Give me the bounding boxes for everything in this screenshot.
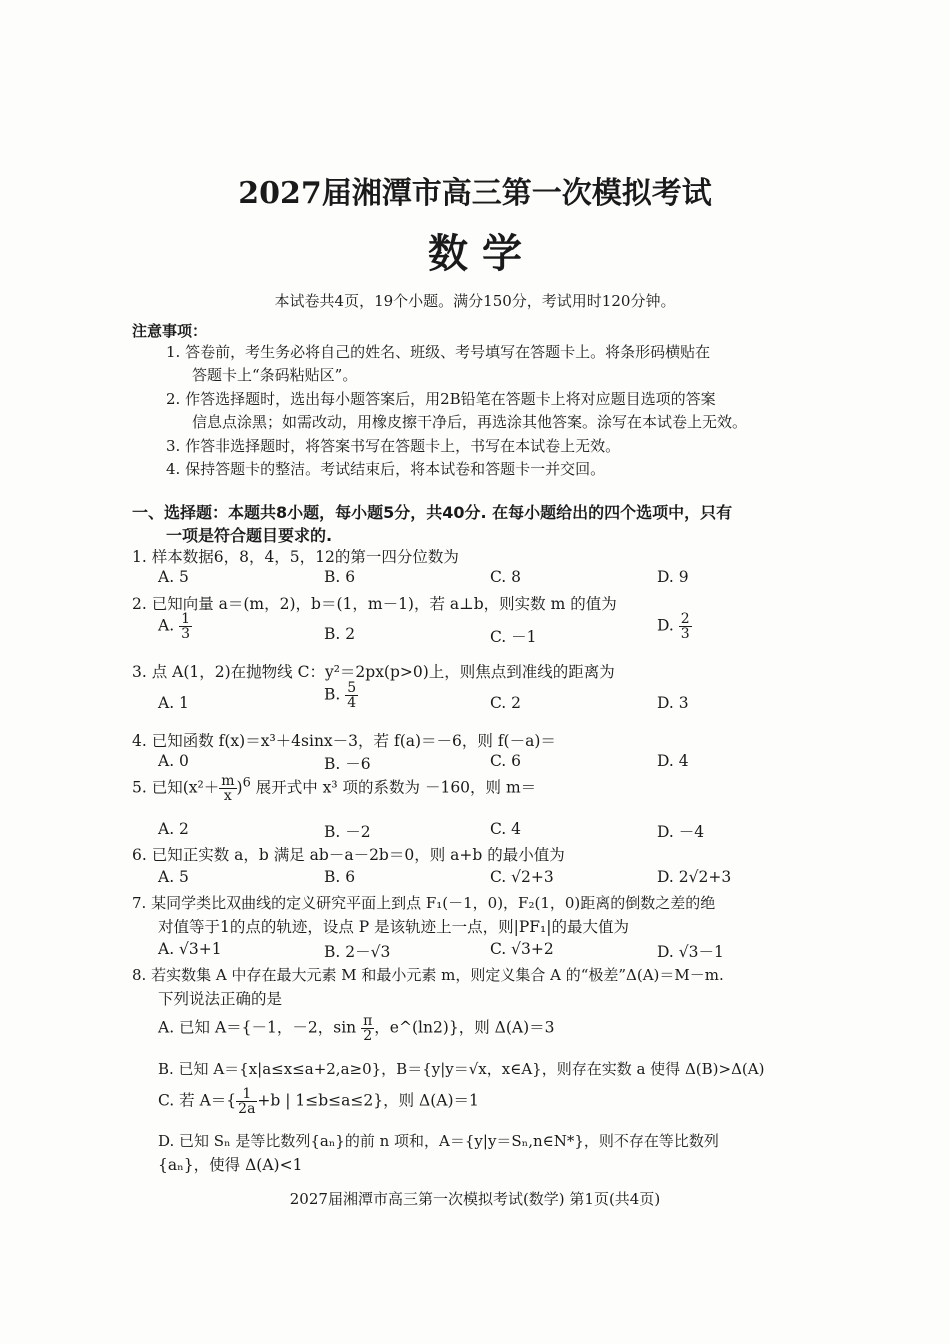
section-heading-cont: 一项是符合题目要求的. bbox=[166, 526, 333, 545]
denominator: 3 bbox=[181, 626, 190, 642]
option-b: B. 6 bbox=[324, 868, 356, 886]
question-stem: 8. 若实数集 A 中存在最大元素 M 和最小元素 m，则定义集合 A 的“极差”Δ(A)＝M－m. bbox=[132, 966, 724, 984]
expr-open: (x²＋ bbox=[182, 778, 220, 797]
numerator: m bbox=[221, 773, 235, 789]
option-b: B. 6 bbox=[324, 568, 356, 586]
option-a: A. 0 bbox=[158, 752, 189, 770]
question-stem: 1. 样本数据6，8，4，5，12的第一四分位数为 bbox=[132, 548, 459, 566]
option-d: D. 2√2+3 bbox=[657, 868, 732, 886]
denominator: 2 bbox=[363, 1028, 373, 1044]
question-stem bbox=[132, 774, 536, 803]
option-d: D. 4 bbox=[657, 752, 689, 770]
option-c: C. －1 bbox=[490, 628, 537, 646]
question-stem: 4. 已知函数 f(x)＝x³＋4sinx－3，若 f(a)＝－6，则 f(－a)＝ bbox=[132, 732, 556, 750]
option-d: D. 9 bbox=[657, 568, 689, 586]
question-stem-cont: 对值等于1的点的轨迹，设点 P 是该轨迹上一点，则|PF₁|的最大值为 bbox=[158, 918, 629, 936]
numerator: 5 bbox=[347, 680, 357, 696]
option-a bbox=[158, 612, 192, 641]
numerator: 1 bbox=[181, 611, 190, 627]
option-b bbox=[324, 681, 358, 710]
fraction bbox=[219, 774, 236, 803]
notice-line: 4. 保持答题卡的整洁。考试结束后，将本试卷和答题卡一并交回。 bbox=[166, 460, 606, 478]
option-c: C. 2 bbox=[490, 694, 522, 712]
numerator: 1 bbox=[236, 1087, 257, 1102]
fraction bbox=[345, 681, 358, 710]
fraction bbox=[679, 612, 692, 641]
option-b: B. －2 bbox=[324, 823, 371, 841]
denominator: x bbox=[223, 788, 232, 804]
option-d: D. √3－1 bbox=[657, 943, 724, 961]
option-c: C. 4 bbox=[490, 820, 522, 838]
section-heading: 一、选择题：本题共8小题，每小题5分，共40分. 在每小题给出的四个选项中，只有 bbox=[132, 503, 733, 522]
question-stem-cont: 下列说法正确的是 bbox=[158, 990, 283, 1008]
notice-line: 3. 作答非选择题时，将答案书写在答题卡上，书写在本试卷上无效。 bbox=[166, 437, 621, 455]
option-a-prefix: A. 已知 A＝{－1，－2，sin bbox=[158, 1018, 357, 1037]
notice-line: 答题卡上“条码粘贴区”。 bbox=[192, 366, 358, 384]
option-a-suffix: ，e^(ln2)}，则 Δ(A)＝3 bbox=[374, 1018, 555, 1037]
subject-title: 数 学 bbox=[428, 230, 522, 277]
option-b: B. 2－√3 bbox=[324, 943, 391, 961]
option-d bbox=[657, 612, 692, 641]
option-a: A. 1 bbox=[158, 694, 189, 712]
option-d-cont: {aₙ}，使得 Δ(A)<1 bbox=[158, 1156, 303, 1174]
option-b: B. 2 bbox=[324, 625, 356, 643]
option-c: C. √2+3 bbox=[490, 868, 554, 886]
fraction bbox=[361, 1014, 374, 1043]
notice-line: 1. 答卷前，考生务必将自己的姓名、班级、考号填写在答题卡上。将条形码横贴在 bbox=[166, 343, 711, 361]
option-c: C. 6 bbox=[490, 752, 522, 770]
option-label: D. bbox=[657, 616, 674, 635]
option-c-prefix: C. 若 A＝{ bbox=[158, 1091, 237, 1110]
question-stem: 2. 已知向量 a＝(m，2)，b＝(1，m－1)，若 a⊥b，则实数 m 的值为 bbox=[132, 595, 617, 613]
denominator: 3 bbox=[680, 626, 690, 642]
notice-heading: 注意事项： bbox=[132, 322, 208, 340]
stem-prefix: 5. 已知 bbox=[132, 778, 183, 797]
option-a: A. 2 bbox=[158, 820, 189, 838]
fraction bbox=[179, 612, 192, 641]
denominator: 4 bbox=[347, 695, 357, 711]
option-b: B. 已知 A＝{x|a≤x≤a+2,a≥0}，B＝{y|y＝√x，x∈A}，则存在实数 a 使得 Δ(B)>Δ(A) bbox=[158, 1060, 765, 1078]
numerator: 2 bbox=[680, 611, 690, 627]
option-d: D. 3 bbox=[657, 694, 689, 712]
numerator: π bbox=[363, 1013, 373, 1029]
option-c: C. 8 bbox=[490, 568, 522, 586]
denominator: 2a bbox=[238, 1101, 256, 1117]
option-c: C. √3+2 bbox=[490, 940, 554, 958]
notice-line: 2. 作答选择题时，选出每小题答案后，用2B铅笔在答题卡上将对应题目选项的答案 bbox=[166, 390, 716, 408]
exam-title: 2027届湘潭市高三第一次模拟考试 bbox=[238, 176, 712, 211]
stem-suffix: 展开式中 x³ 项的系数为 －160，则 m＝ bbox=[250, 778, 537, 797]
exam-intro: 本试卷共4页，19个小题。满分150分，考试用时120分钟。 bbox=[274, 292, 676, 310]
option-b: B. －6 bbox=[324, 755, 371, 773]
option-d: D. 已知 Sₙ 是等比数列{aₙ}的前 n 项和，A＝{y|y＝Sₙ,n∈N*}，则不存在等比数列 bbox=[158, 1132, 719, 1150]
page-footer: 2027届湘潭市高三第一次模拟考试(数学) 第1页(共4页) bbox=[289, 1190, 661, 1208]
option-c bbox=[158, 1087, 479, 1116]
question-stem: 7. 某同学类比双曲线的定义研究平面上到点 F₁(－1，0)，F₂(1，0)距离的倒数之差的绝 bbox=[132, 894, 716, 912]
option-a: A. 5 bbox=[158, 868, 189, 886]
notice-line: 信息点涂黑；如需改动，用橡皮擦干净后，再选涂其他答案。涂写在本试卷上无效。 bbox=[192, 413, 748, 431]
fraction bbox=[236, 1087, 257, 1116]
question-stem: 6. 已知正实数 a，b 满足 ab－a－2b＝0，则 a+b 的最小值为 bbox=[132, 846, 565, 864]
option-c-suffix: +b | 1≤b≤a≤2}，则 Δ(A)＝1 bbox=[257, 1091, 479, 1110]
option-d: D. －4 bbox=[657, 823, 705, 841]
expr-close: ) bbox=[236, 778, 243, 797]
exponent: 6 bbox=[242, 775, 251, 791]
option-a: A. 5 bbox=[158, 568, 189, 586]
option-label: B. bbox=[324, 685, 341, 704]
option-a bbox=[158, 1014, 555, 1043]
option-label: A. bbox=[158, 616, 175, 635]
question-stem: 3. 点 A(1，2)在抛物线 C：y²＝2px(p>0)上，则焦点到准线的距离为 bbox=[132, 663, 615, 681]
option-a: A. √3+1 bbox=[158, 940, 222, 958]
